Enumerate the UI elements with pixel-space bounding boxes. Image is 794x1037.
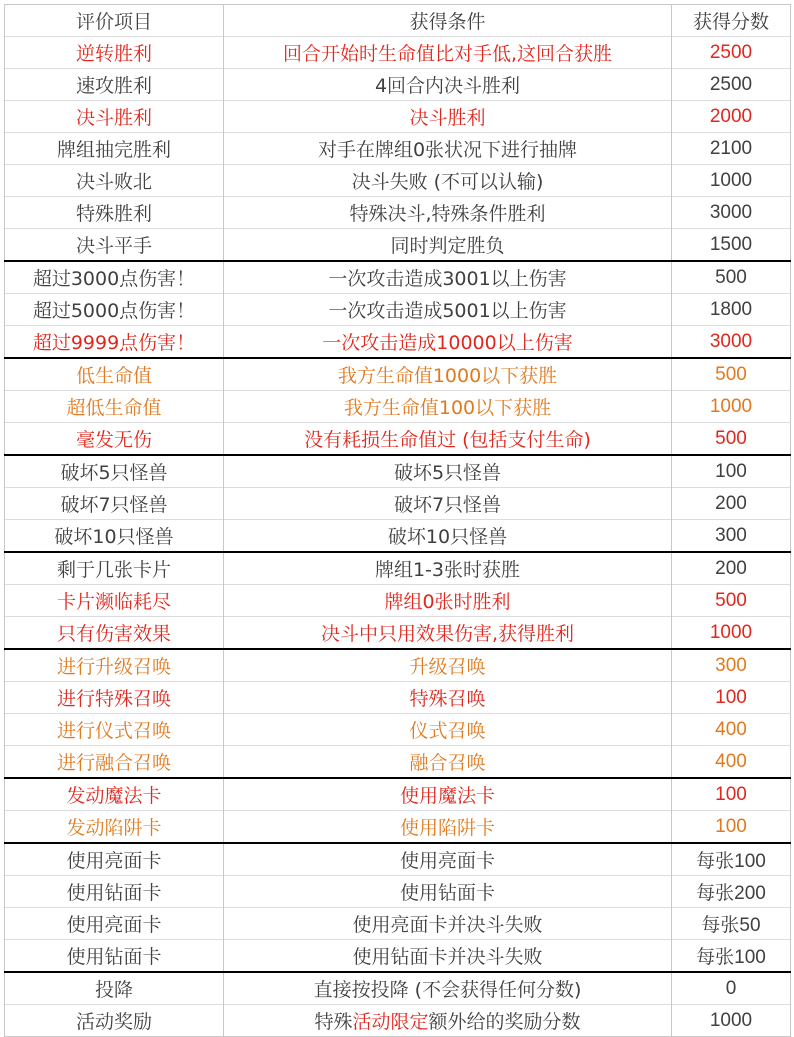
score-cell: 400 — [672, 746, 791, 779]
condition-cell: 使用魔法卡 — [224, 778, 672, 811]
condition-cell: 特殊召唤 — [224, 682, 672, 714]
item-cell: 使用亮面卡 — [5, 843, 224, 876]
score-cell: 2500 — [672, 69, 791, 101]
condition-cell: 破坏5只怪兽 — [224, 455, 672, 488]
score-cell: 2000 — [672, 101, 791, 133]
header-score: 获得分数 — [672, 5, 791, 37]
table-row — [5, 455, 791, 488]
table-row — [5, 229, 791, 262]
condition-cell: 一次攻击造成5001以上伤害 — [224, 294, 672, 326]
item-cell: 牌组抽完胜利 — [5, 133, 224, 165]
score-cell: 1500 — [672, 229, 791, 262]
table-row — [5, 585, 791, 617]
item-cell: 投降 — [5, 972, 224, 1005]
item-cell: 进行融合召唤 — [5, 746, 224, 779]
condition-cell: 回合开始时生命值比对手低,这回合获胜 — [224, 37, 672, 69]
table-row — [5, 488, 791, 520]
score-cell: 200 — [672, 552, 791, 585]
condition-cell: 牌组1-3张时获胜 — [224, 552, 672, 585]
score-cell: 400 — [672, 714, 791, 746]
score-cell: 200 — [672, 488, 791, 520]
table-row — [5, 101, 791, 133]
condition-cell — [224, 1005, 672, 1037]
score-cell: 500 — [672, 358, 791, 391]
item-cell: 活动奖励 — [5, 1005, 224, 1037]
header-row — [5, 5, 791, 37]
condition-cell: 决斗胜利 — [224, 101, 672, 133]
table-row — [5, 811, 791, 844]
condition-cell: 使用亮面卡 — [224, 843, 672, 876]
item-cell: 破坏5只怪兽 — [5, 455, 224, 488]
item-cell: 破坏10只怪兽 — [5, 520, 224, 553]
score-cell: 每张200 — [672, 876, 791, 908]
score-cell: 3000 — [672, 197, 791, 229]
item-cell: 进行升级召唤 — [5, 649, 224, 682]
item-cell: 决斗败北 — [5, 165, 224, 197]
table-row — [5, 940, 791, 973]
item-cell: 决斗胜利 — [5, 101, 224, 133]
table-row — [5, 165, 791, 197]
table-row — [5, 326, 791, 359]
item-cell: 进行特殊召唤 — [5, 682, 224, 714]
condition-cell: 决斗中只用效果伤害,获得胜利 — [224, 617, 672, 650]
condition-cell: 升级召唤 — [224, 649, 672, 682]
condition-text: 额外给的奖励分数 — [428, 1011, 581, 1033]
score-cell: 每张100 — [672, 940, 791, 973]
score-cell: 3000 — [672, 326, 791, 359]
item-cell: 决斗平手 — [5, 229, 224, 262]
score-cell: 1800 — [672, 294, 791, 326]
header-item: 评价项目 — [5, 5, 224, 37]
item-cell: 逆转胜利 — [5, 37, 224, 69]
item-cell: 使用钻面卡 — [5, 940, 224, 973]
table-row — [5, 358, 791, 391]
condition-cell: 直接按投降 (不会获得任何分数) — [224, 972, 672, 1005]
score-cell: 100 — [672, 455, 791, 488]
score-cell: 2500 — [672, 37, 791, 69]
score-cell: 100 — [672, 778, 791, 811]
item-cell: 发动陷阱卡 — [5, 811, 224, 844]
condition-cell: 我方生命值100以下获胜 — [224, 391, 672, 423]
condition-cell: 4回合内决斗胜利 — [224, 69, 672, 101]
item-cell: 特殊胜利 — [5, 197, 224, 229]
item-cell: 只有伤害效果 — [5, 617, 224, 650]
score-cell: 500 — [672, 585, 791, 617]
table-row — [5, 843, 791, 876]
condition-cell: 同时判定胜负 — [224, 229, 672, 262]
table-row — [5, 294, 791, 326]
table-body — [5, 37, 791, 1037]
condition-cell: 仪式召唤 — [224, 714, 672, 746]
table-row — [5, 778, 791, 811]
score-cell: 300 — [672, 520, 791, 553]
condition-cell: 破坏10只怪兽 — [224, 520, 672, 553]
item-cell: 毫发无伤 — [5, 423, 224, 456]
table-row — [5, 908, 791, 940]
condition-cell: 使用钻面卡并决斗失败 — [224, 940, 672, 973]
item-cell: 速攻胜利 — [5, 69, 224, 101]
score-cell: 1000 — [672, 391, 791, 423]
table-row — [5, 617, 791, 650]
condition-cell: 融合召唤 — [224, 746, 672, 779]
table-row — [5, 37, 791, 69]
score-cell: 100 — [672, 682, 791, 714]
table-row — [5, 552, 791, 585]
condition-cell: 一次攻击造成3001以上伤害 — [224, 261, 672, 294]
table-row — [5, 197, 791, 229]
score-cell: 1000 — [672, 1005, 791, 1037]
table-row — [5, 682, 791, 714]
score-cell: 0 — [672, 972, 791, 1005]
condition-cell: 牌组0张时胜利 — [224, 585, 672, 617]
condition-highlight: 活动限定 — [352, 1011, 429, 1033]
table-row — [5, 391, 791, 423]
table-row — [5, 1005, 791, 1037]
score-cell: 2100 — [672, 133, 791, 165]
item-cell: 超过3000点伤害！ — [5, 261, 224, 294]
item-cell: 卡片濒临耗尽 — [5, 585, 224, 617]
score-cell: 300 — [672, 649, 791, 682]
condition-cell: 使用亮面卡并决斗失败 — [224, 908, 672, 940]
item-cell: 破坏7只怪兽 — [5, 488, 224, 520]
score-cell: 1000 — [672, 165, 791, 197]
item-cell: 剩于几张卡片 — [5, 552, 224, 585]
table-row — [5, 876, 791, 908]
condition-cell: 使用陷阱卡 — [224, 811, 672, 844]
condition-cell: 一次攻击造成10000以上伤害 — [224, 326, 672, 359]
item-cell: 使用钻面卡 — [5, 876, 224, 908]
item-cell: 发动魔法卡 — [5, 778, 224, 811]
item-cell: 超过9999点伤害！ — [5, 326, 224, 359]
condition-cell: 破坏7只怪兽 — [224, 488, 672, 520]
score-cell: 每张50 — [672, 908, 791, 940]
score-cell: 每张100 — [672, 843, 791, 876]
header-condition: 获得条件 — [224, 5, 672, 37]
table-row — [5, 69, 791, 101]
item-cell: 超低生命值 — [5, 391, 224, 423]
score-cell: 500 — [672, 261, 791, 294]
condition-cell: 没有耗损生命值过 (包括支付生命) — [224, 423, 672, 456]
table-row — [5, 261, 791, 294]
condition-cell: 使用钻面卡 — [224, 876, 672, 908]
condition-text: 特殊 — [314, 1011, 353, 1033]
item-cell: 低生命值 — [5, 358, 224, 391]
table-row — [5, 520, 791, 553]
table-row — [5, 649, 791, 682]
table-row — [5, 746, 791, 779]
condition-cell: 特殊决斗,特殊条件胜利 — [224, 197, 672, 229]
condition-cell: 我方生命值1000以下获胜 — [224, 358, 672, 391]
item-cell: 超过5000点伤害！ — [5, 294, 224, 326]
score-cell: 500 — [672, 423, 791, 456]
item-cell: 使用亮面卡 — [5, 908, 224, 940]
score-table — [4, 4, 791, 1037]
condition-cell: 决斗失败 (不可以认输) — [224, 165, 672, 197]
table-row — [5, 133, 791, 165]
table-row — [5, 423, 791, 456]
item-cell: 进行仪式召唤 — [5, 714, 224, 746]
score-cell: 1000 — [672, 617, 791, 650]
table-row — [5, 714, 791, 746]
table-row — [5, 972, 791, 1005]
score-cell: 100 — [672, 811, 791, 844]
condition-cell: 对手在牌组0张状况下进行抽牌 — [224, 133, 672, 165]
